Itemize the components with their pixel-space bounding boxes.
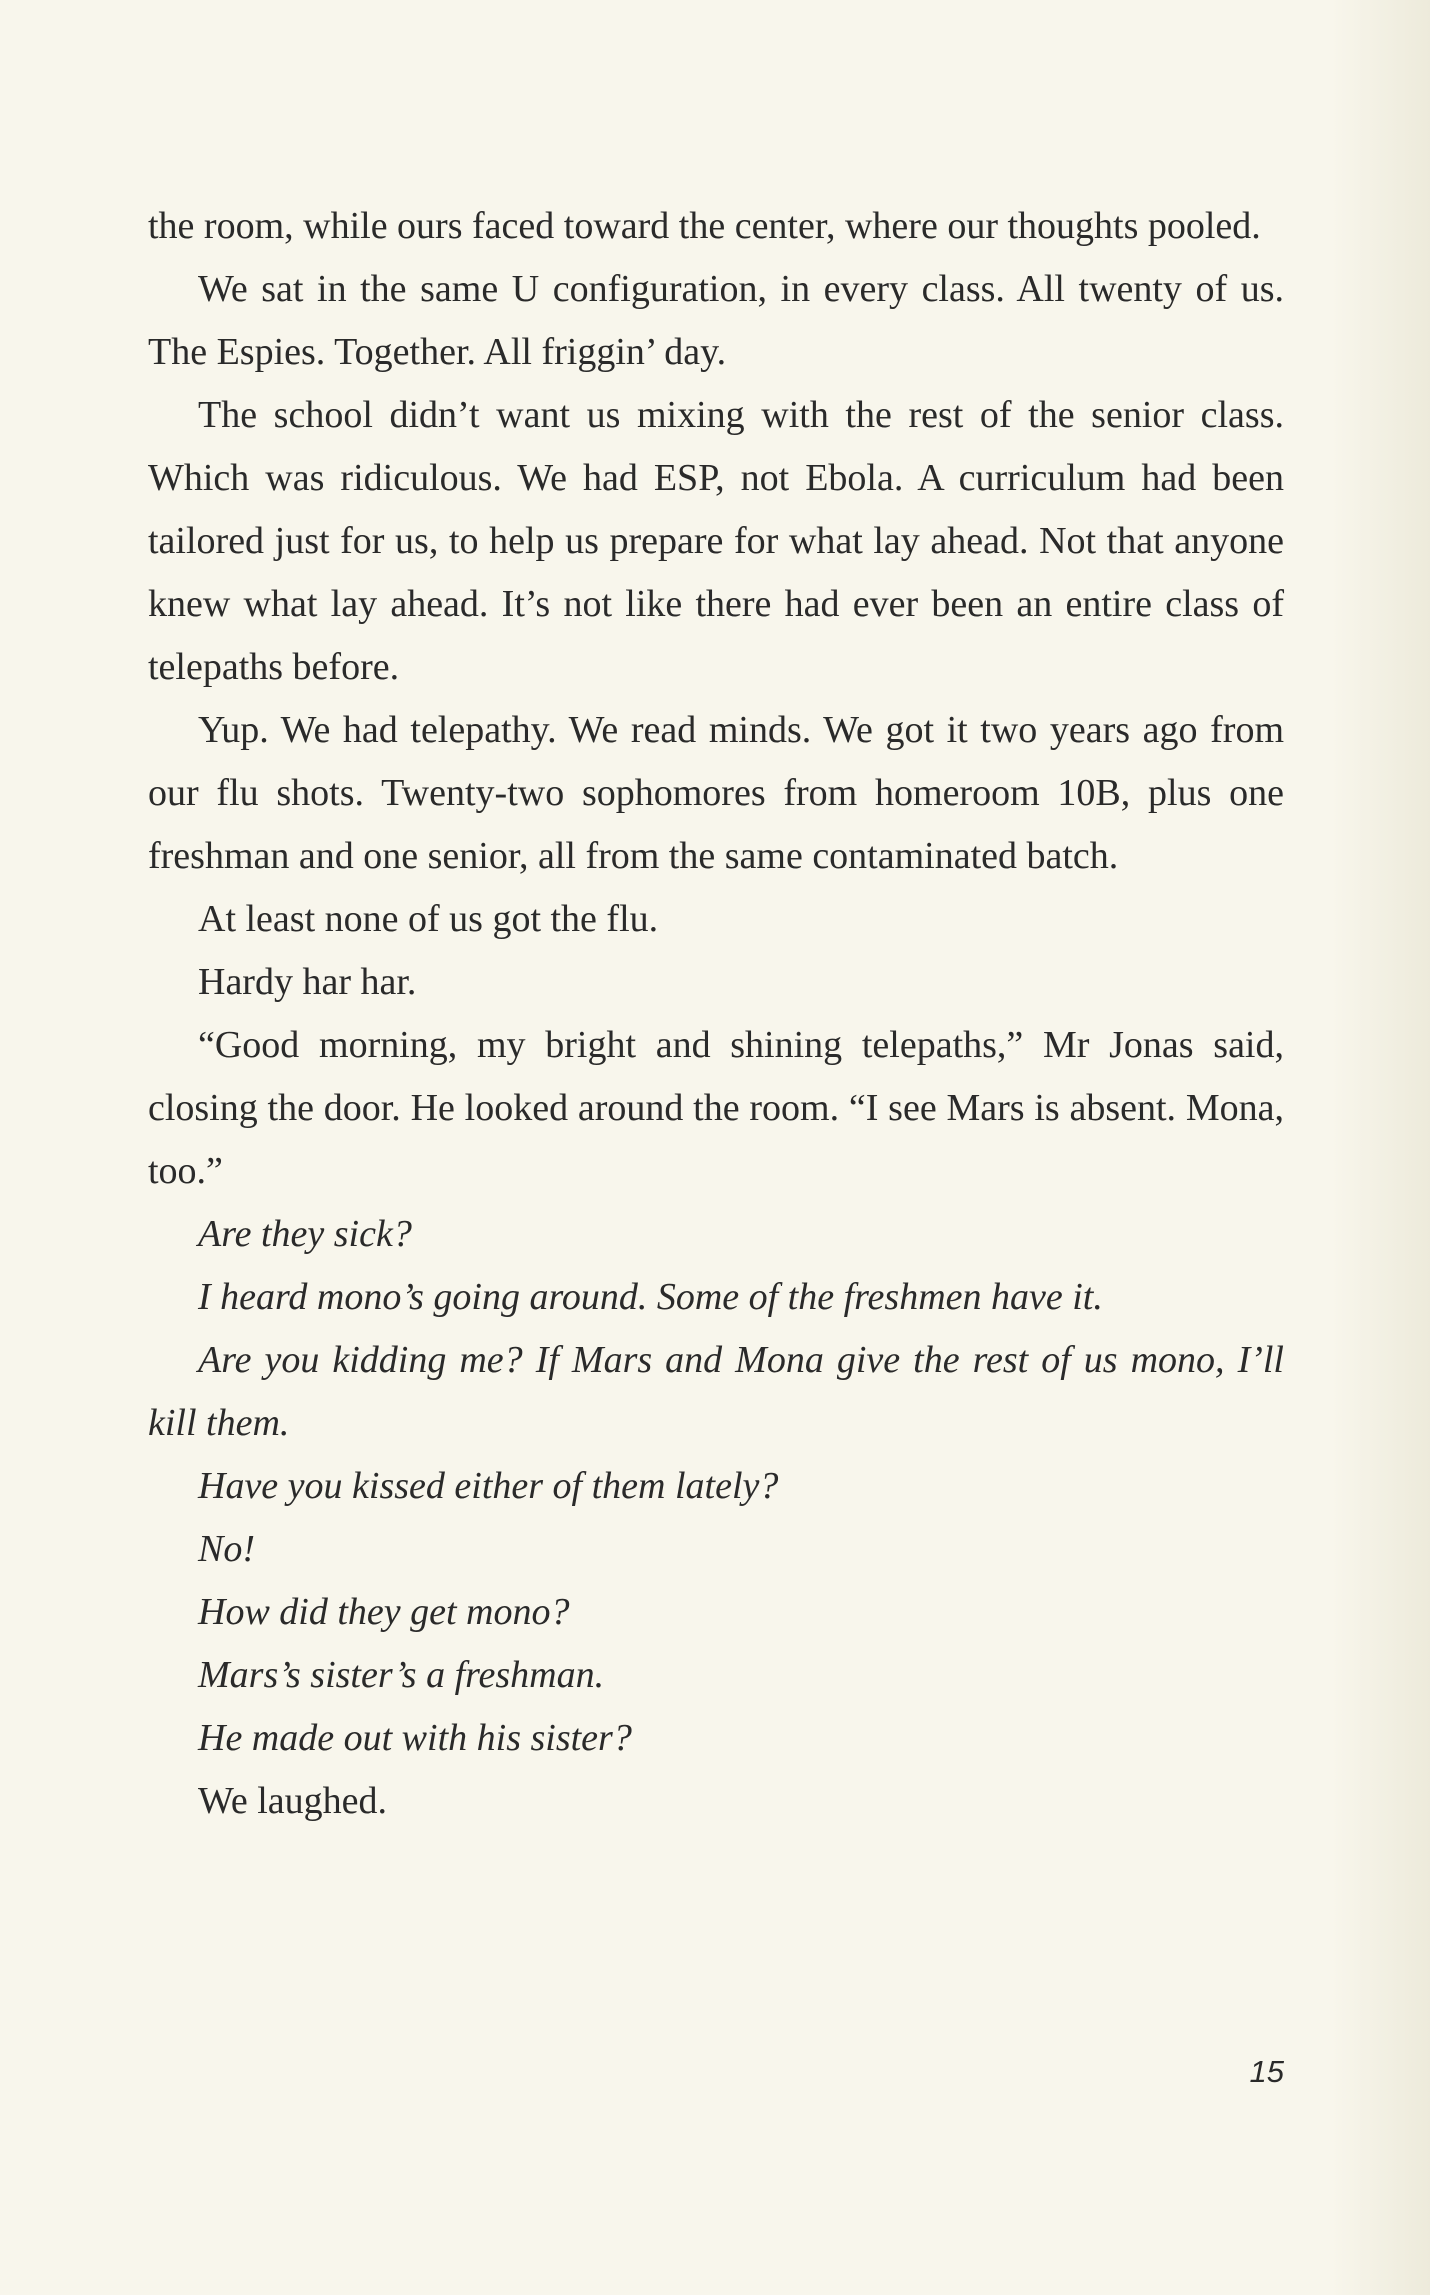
paragraph-continuation: the room, while ours faced toward the center, where our thoughts pooled. (148, 205, 1261, 247)
thought-kidding-me: Are you kidding me? If Mars and Mona give the rest of us mono, I’ll kill them. (148, 1339, 1284, 1444)
paragraph-mr-jonas: “Good morning, my bright and shining telepaths,” Mr Jonas said, closing the door. He looked around the room. “I see Mars is absent. Mona, too.” (148, 1024, 1284, 1192)
page-number: 15 (1249, 2054, 1284, 2089)
thought-made-out: He made out with his sister? (198, 1717, 632, 1759)
body-text (148, 195, 1284, 1833)
thought-no: No! (198, 1528, 255, 1570)
paragraph-u-configuration: We sat in the same U configuration, in every class. All twenty of us. The Espies. Together. All friggin’ day. (148, 268, 1284, 373)
paragraph-no-flu: At least none of us got the flu. (198, 898, 659, 940)
paragraph-school-policy: The school didn’t want us mixing with the rest of the senior class. Which was ridiculous. We had ESP, not Ebola. A curriculum had been tailored just for us, to help us prepare for what lay ahead. Not that anyone knew what lay ahead. It’s not like there had ever been an entire class of telepaths before. (148, 394, 1284, 688)
page-fold-shadow (1330, 0, 1430, 2295)
paragraph-hardy-har: Hardy har har. (198, 961, 417, 1003)
thought-kissed-lately: Have you kissed either of them lately? (198, 1465, 779, 1507)
paragraph-telepathy-origin: Yup. We had telepathy. We read minds. We got it two years ago from our flu shots. Twenty-two sophomores from homeroom 10B, plus one freshman and one senior, all from the same contaminated batch. (148, 709, 1284, 877)
paragraph-we-laughed: We laughed. (198, 1780, 387, 1822)
thought-are-they-sick: Are they sick? (198, 1213, 412, 1255)
thought-how-mono: How did they get mono? (198, 1591, 570, 1633)
thought-mono-going-around: I heard mono’s going around. Some of the freshmen have it. (198, 1276, 1103, 1318)
thought-mars-sister: Mars’s sister’s a freshman. (198, 1654, 605, 1696)
